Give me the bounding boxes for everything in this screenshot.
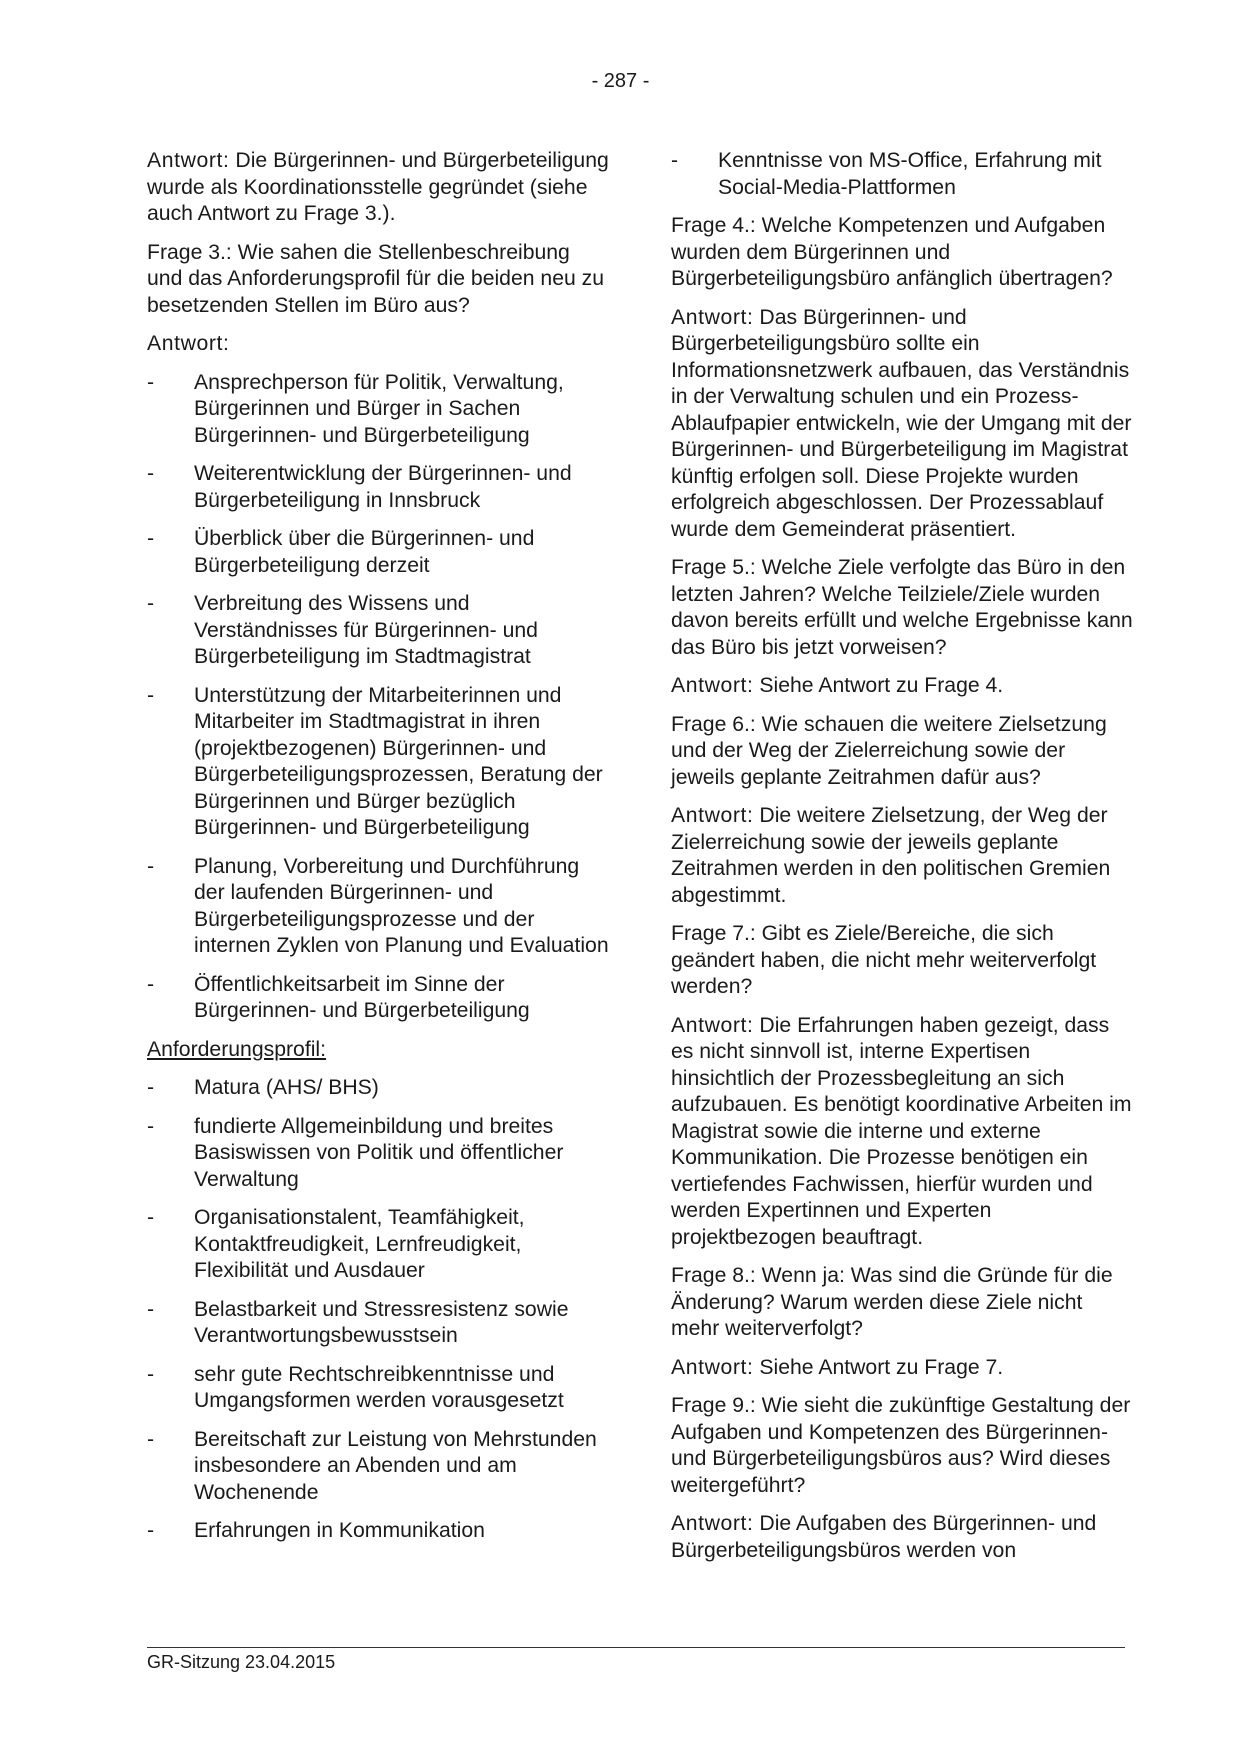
answer-label: Antwort: [147, 149, 230, 172]
list-item: - Erfahrungen in Kommunikation [147, 1519, 485, 1542]
question-5: Frage 5.: Welche Ziele verfolgte das Büro in den letzten Jahren? Welche Teilziele/Ziele wurden davon bereits erfüllt und welche Ergebnisse kann das Büro bis jetzt vorweisen? [671, 556, 1133, 659]
list-item: - Matura (AHS/ BHS) [147, 1076, 379, 1099]
list-item: - Verbreitung des Wissens und Verständnisses für Bürgerinnen- und Bürgerbeteiligung im Stadtmagistrat [147, 592, 538, 668]
list-item: - Bereitschaft zur Leistung von Mehrstunden insbesondere an Abenden und am Wochenende [147, 1427, 597, 1504]
right-column [671, 148, 1133, 1576]
answer-3-label: Antwort: [147, 332, 230, 355]
answer-2 [147, 148, 609, 228]
question-4: Frage 4.: Welche Kompetenzen und Aufgaben wurden dem Bürgerinnen und Bürgerbeteiligungsbüro anfänglich übertragen? [671, 214, 1113, 290]
list-item: - fundierte Allgemeinbildung und breites Basiswissen von Politik und öffentlicher Verwaltung [147, 1114, 564, 1191]
question-8: Frage 8.: Wenn ja: Was sind die Gründe für die Änderung? Warum werden diese Ziele nicht mehr weiterverfolgt? [671, 1264, 1113, 1340]
answer-7: Antwort: Die Erfahrungen haben gezeigt, dass es nicht sinnvoll ist, interne Expertisen hinsichtlich der Prozessbegleitung an sich aufzubauen. Es benötigt koordinative Arbeiten im Magistrat sowie die interne und externe Kommunikation. Die Prozesse benötigen ein vertiefendes Fachwissen, hierfür wurden und werden Expertinnen und Experten projektbezogen beauftragt. [671, 1013, 1132, 1249]
list-item: - Unterstützung der Mitarbeiterinnen und Mitarbeiter im Stadtmagistrat in ihren (projektbezogenen) Bürgerinnen- und Bürgerbeteiligungsprozessen, Beratung der Bürgerinnen und Bürger bezüglich Bürgerinnen- und Bürgerbeteiligung [147, 683, 603, 839]
answer-6: Antwort: Die weitere Zielsetzung, der Weg der Zielerreichung sowie der jeweils geplante Zeitrahmen werden in den politischen Gremien abgestimmt. [671, 804, 1111, 907]
list-item: - Überblick über die Bürgerinnen- und Bürgerbeteiligung derzeit [147, 527, 535, 577]
answer-4: Antwort: Das Bürgerinnen- und Bürgerbeteiligungsbüro sollte ein Informationsnetzwerk aufbauen, das Verständnis in der Verwaltung schulen und ein Prozess-Ablaufpapier entwickeln, wie der Umgang mit der Bürgerinnen- und Bürgerbeteiligung im Magistrat künftig erfolgen soll. Diese Projekte wurden erfolgreich abgeschlossen. Der Prozessablauf wurde dem Gemeinderat präsentiert. [671, 305, 1132, 541]
answer-5: Antwort: Siehe Antwort zu Frage 4. [671, 674, 1004, 697]
question-9: Frage 9.: Wie sieht die zukünftige Gestaltung der Aufgaben und Kompetenzen des Bürgerinnen- und Bürgerbeteiligungsbüros aus? Wird dieses weitergeführt? [671, 1394, 1131, 1497]
requirements-list-continued [671, 148, 1133, 201]
question-3: Frage 3.: Wie sahen die Stellenbeschreibung und das Anforderungsprofil für die beiden neu zu besetzenden Stellen im Büro aus? [147, 240, 605, 317]
list-item: - Weiterentwicklung der Bürgerinnen- und Bürgerbeteiligung in Innsbruck [147, 462, 572, 512]
task-list [147, 370, 609, 1025]
requirements-list [147, 1075, 609, 1545]
answer-8: Antwort: Siehe Antwort zu Frage 7. [671, 1355, 1004, 1379]
answer-9: Antwort: Die Aufgaben des Bürgerinnen- und Bürgerbeteiligungsbüros werden von [671, 1512, 1097, 1562]
list-item: - Öffentlichkeitsarbeit im Sinne der Bürgerinnen- und Bürgerbeteiligung [147, 972, 530, 1022]
requirements-heading: Anforderungsprofil: [147, 1037, 327, 1061]
question-7: Frage 7.: Gibt es Ziele/Bereiche, die sich geändert haben, die nicht mehr weiterverfolgt werden? [671, 922, 1097, 998]
page-number: - 287 - [591, 70, 650, 92]
left-column [147, 148, 609, 1557]
list-item: - sehr gute Rechtschreibkenntnisse und Umgangsformen werden vorausgesetzt [147, 1362, 564, 1412]
footer-session-date: GR-Sitzung 23.04.2015 [147, 1652, 336, 1672]
list-item: - Organisationstalent, Teamfähigkeit, Kontaktfreudigkeit, Lernfreudigkeit, Flexibilität und Ausdauer [147, 1206, 525, 1282]
list-item: - Kenntnisse von MS-Office, Erfahrung mit Social-Media-Plattformen [671, 149, 1102, 199]
list-item: - Ansprechperson für Politik, Verwaltung, Bürgerinnen und Bürger in Sachen Bürgerinnen- und Bürgerbeteiligung [147, 370, 564, 447]
list-item: - Belastbarkeit und Stressresistenz sowie Verantwortungsbewusstsein [147, 1297, 569, 1347]
list-item: - Planung, Vorbereitung und Durchführung der laufenden Bürgerinnen- und Bürgerbeteiligungsprozesse und der internen Zyklen von Planung und Evaluation [147, 854, 609, 957]
footer-divider [147, 1647, 1125, 1648]
question-6: Frage 6.: Wie schauen die weitere Zielsetzung und der Weg der Zielerreichung sowie der jeweils geplante Zeitrahmen dafür aus? [671, 712, 1107, 789]
answer-text: Die Bürgerinnen- und Bürgerbeteiligung wurde als Koordinationsstelle gegründet (siehe auch Antwort zu Frage 3.). [147, 149, 609, 225]
